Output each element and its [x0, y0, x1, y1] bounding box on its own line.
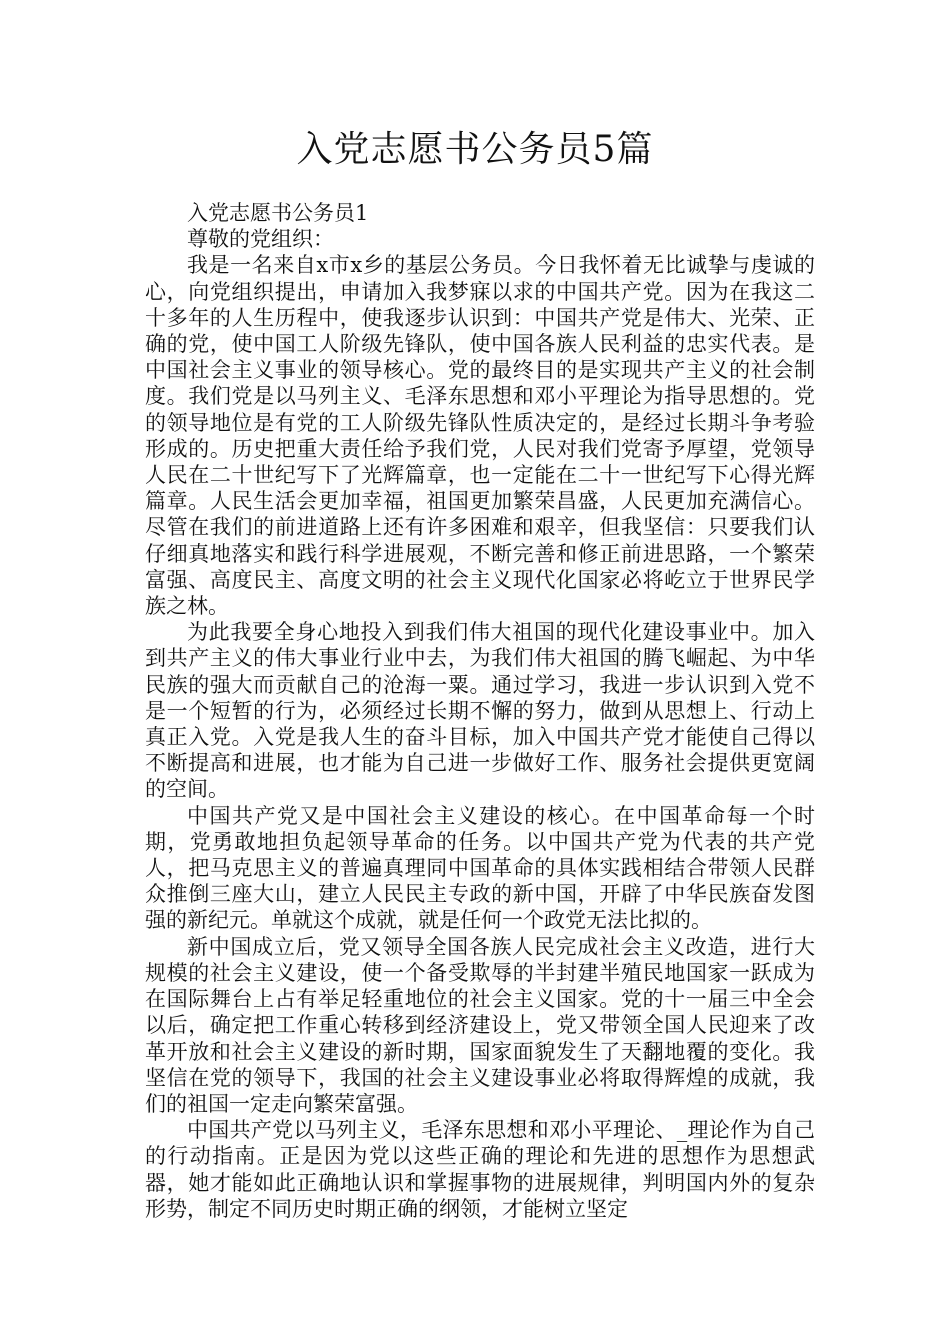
paragraph-3: 中国共产党又是中国社会主义建设的核心。在中国革命每一个时期，党勇敢地担负起领导革命的任务。以中国共产党为代表的共产党人，把马克思主义的普遍真理同中国革命的具体实践相结合带领人民群众推倒三座大山，建立人民民主专政的新中国，开辟了中华民族奋发图强的新纪元。单就这个成就，就是任何一个政党无法比拟的。	[145, 803, 815, 933]
document-title: 入党志愿书公务员5篇	[296, 129, 654, 170]
document-body	[145, 200, 815, 1222]
salutation: 尊敬的党组织：	[187, 227, 334, 252]
document-subtitle: 入党志愿书公务员1	[187, 201, 369, 225]
paragraph-5: 中国共产党以马列主义，毛泽东思想和邓小平理论、_理论作为自己的行动指南。正是因为党以这些正确的理论和先进的思想作为思想武器，她才能如此正确地认识和掌握事物的进展规律，判明国内外的复杂形势，制定不同历史时期正确的纲领，才能树立坚定	[145, 1118, 815, 1221]
paragraph-2: 为此我要全身心地投入到我们伟大祖国的现代化建设事业中。加入到共产主义的伟大事业行业中去，为我们伟大祖国的腾飞崛起、为中华民族的强大而贡献自己的沧海一粟。通过学习，我进一步认识到入党不是一个短暂的行为，必须经过长期不懈的努力，做到从思想上、行动上真正入党。入党是我人生的奋斗目标，加入中国共产党才能使自己得以不断提高和进展，也才能为自己进一步做好工作、服务社会提供更宽阔的空间。	[145, 620, 815, 802]
paragraph-1: 我是一名来自x市x乡的基层公务员。今日我怀着无比诚挚与虔诚的心，向党组织提出，申请加入我梦寐以求的中国共产党。因为在我这二十多年的人生历程中，使我逐步认识到：中国共产党是伟大、光荣、正确的党，使中国工人阶级先锋队，使中国各族人民利益的忠实代表。是中国社会主义事业的领导核心。党的最终目的是实现共产主义的社会制度。我们党是以马列主义、毛泽东思想和邓小平理论为指导思想的。党的领导地位是有党的工人阶级先锋队性质决定的，是经过长期斗争考验形成的。历史把重大责任给予我们党，人民对我们党寄予厚望，党领导人民在二十世纪写下了光辉篇章，也一定能在二十一世纪写下心得光辉篇章。人民生活会更加幸福，祖国更加繁荣昌盛，人民更加充满信心。尽管在我们的前进道路上还有许多困难和艰辛，但我坚信：只要我们认仔细真地落实和践行科学进展观，不断完善和修正前进思路，一个繁荣富强、高度民主、高度文明的社会主义现代化国家必将屹立于世界民学族之林。	[145, 253, 815, 619]
paragraph-4: 新中国成立后，党又领导全国各族人民完成社会主义改造，进行大规模的社会主义建设，使一个备受欺辱的半封建半殖民地国家一跃成为在国际舞台上占有举足轻重地位的社会主义国家。党的十一届三中全会以后，确定把工作重心转移到经济建设上，党又带领全国人民迎来了改革开放和社会主义建设的新时期，国家面貌发生了天翻地覆的变化。我坚信在党的领导下，我国的社会主义建设事业必将取得辉煌的成就，我们的祖国一定走向繁荣富强。	[145, 934, 815, 1116]
